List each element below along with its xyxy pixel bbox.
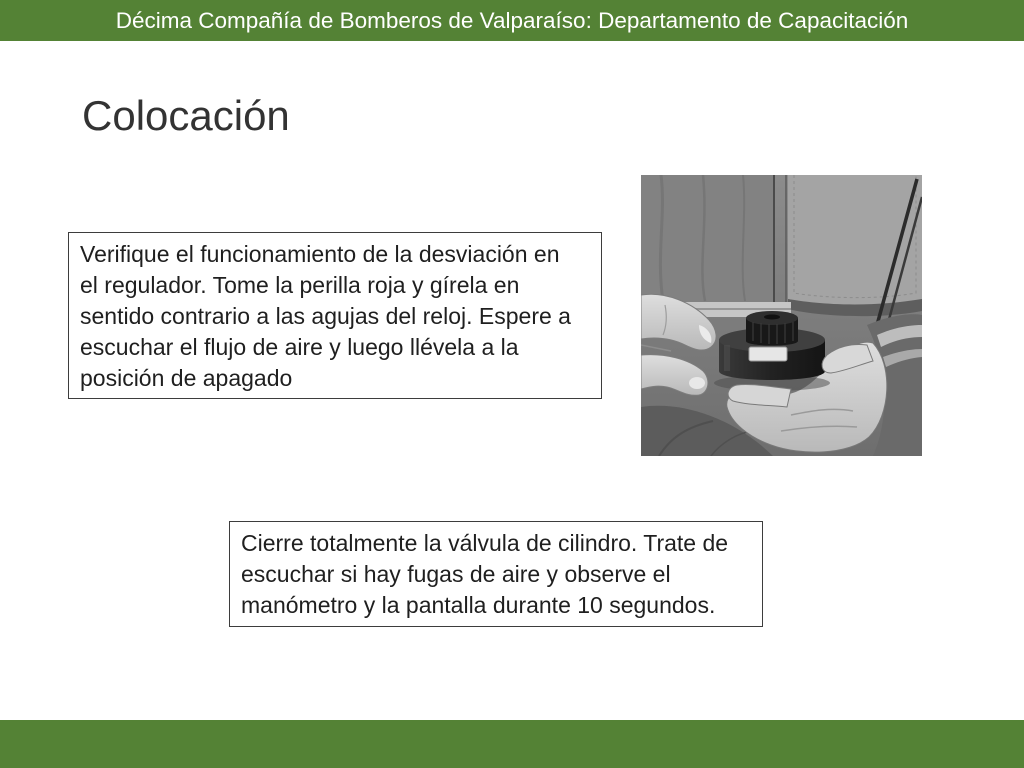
text-line: posición de apagado [80,365,293,391]
text-line: Verifique el funcionamiento de la desviación en [80,241,560,267]
header-text: Décima Compañía de Bomberos de Valparaíso: Departamento de Capacitación [115,8,909,33]
text-line: escuchar el flujo de aire y luego llévela a la [80,334,519,360]
text-line: sentido contrario a las agujas del reloj. Espere a [80,303,571,329]
step-text-box-cylinder-valve [229,521,763,627]
pocket-flap [788,175,922,316]
slide-title: Colocación [82,92,290,139]
step-text-box-regulator-check [68,232,602,399]
text-line: escuchar si hay fugas de aire y observe el [241,561,671,587]
regulator-photo-drawing [641,175,922,456]
text-line: el regulador. Tome la perilla roja y gírela en [80,272,520,298]
regulator-photo [641,175,922,456]
header-bar [0,0,1024,41]
regulator-knob [746,311,798,346]
footer-bar [0,720,1024,768]
regulator-label [749,347,787,361]
text-line: Cierre totalmente la válvula de cilindro. Trate de [241,530,729,556]
text-line: manómetro y la pantalla durante 10 segundos. [241,592,716,618]
